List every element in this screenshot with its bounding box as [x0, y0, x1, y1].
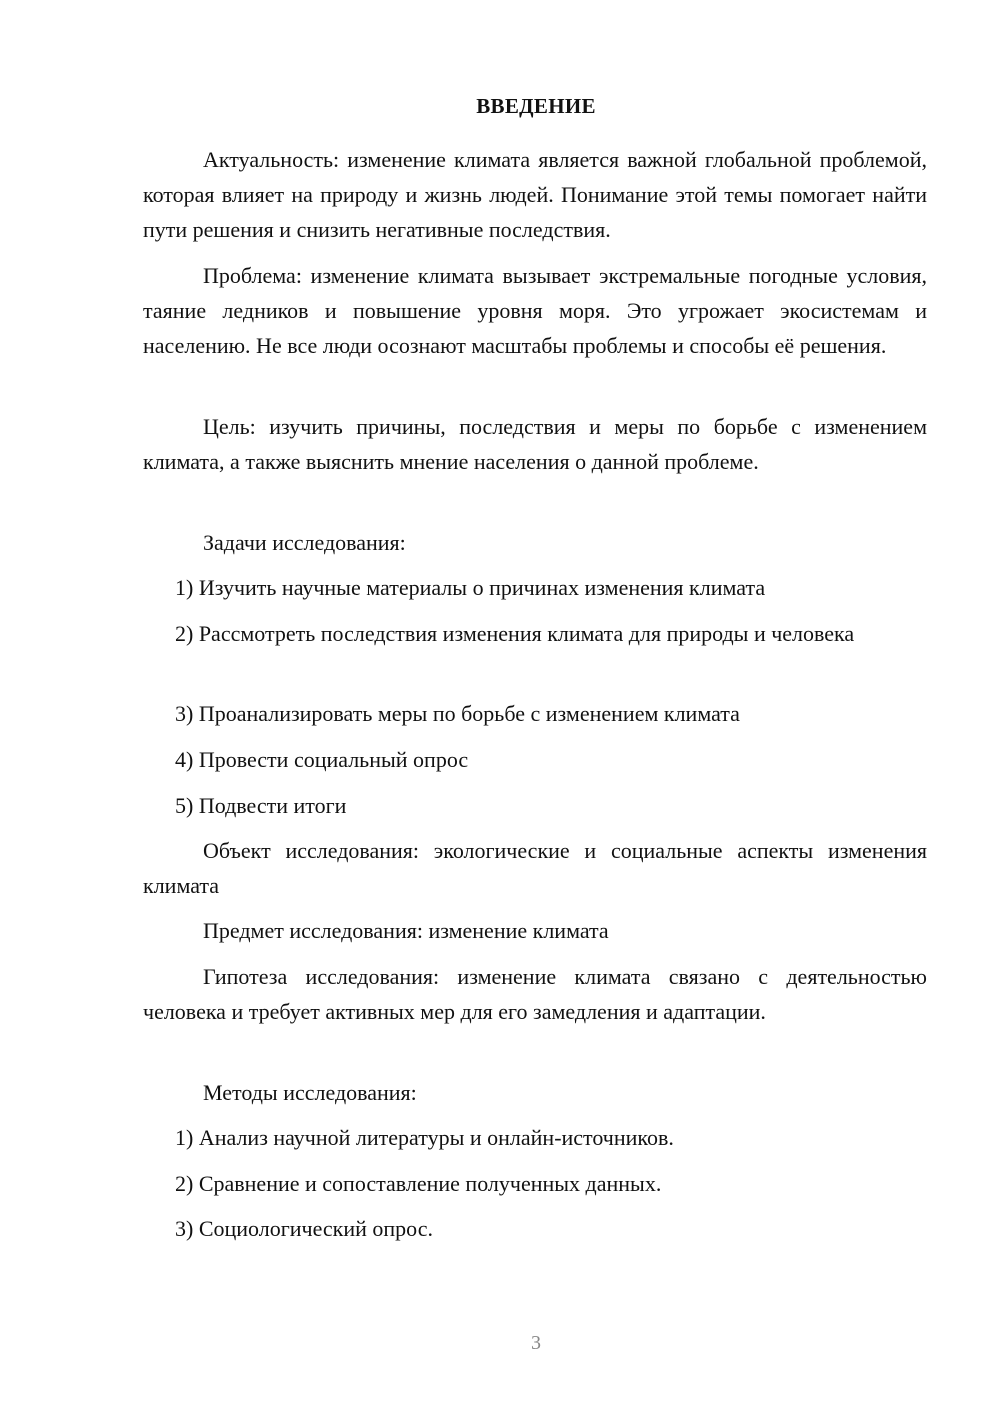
methods-heading: Методы исследования:	[203, 1080, 417, 1105]
relevance-paragraph: Актуальность: изменение климата является важной глобальной проблемой, которая влияет на природу и жизнь людей. Понимание этой темы помогает найти пути решения и снизить негативные последствия.	[143, 147, 927, 242]
hypothesis-paragraph: Гипотеза исследования: изменение климата связано с деятельностью человека и требует активных мер для его замедления и адаптации.	[143, 964, 927, 1024]
task-item: 3) Проанализировать меры по борьбе с изменением климата	[175, 701, 740, 726]
object-paragraph: Объект исследования: экологические и социальные аспекты изменения климата	[143, 838, 927, 898]
method-item: 1) Анализ научной литературы и онлайн-источников.	[175, 1125, 674, 1150]
method-item: 2) Сравнение и сопоставление полученных данных.	[175, 1171, 662, 1196]
problem-paragraph: Проблема: изменение климата вызывает экстремальные погодные условия, таяние ледников и повышение уровня моря. Это угрожает экосистемам и населению. Не все люди осознают масштабы проблемы и способы её решения.	[143, 263, 927, 358]
task-item: 4) Провести социальный опрос	[175, 747, 469, 772]
task-item: 1) Изучить научные материалы о причинах изменения климата	[175, 575, 766, 600]
task-item: 5) Подвести итоги	[175, 793, 347, 818]
subject-paragraph: Предмет исследования: изменение климата	[203, 918, 609, 943]
task-item: 2) Рассмотреть последствия изменения климата для природы и человека	[175, 621, 855, 646]
page-title: ВВЕДЕНИЕ	[476, 94, 596, 118]
goal-paragraph: Цель: изучить причины, последствия и меры по борьбе с изменением климата, а также выяснить мнение населения о данной проблеме.	[143, 414, 927, 474]
method-item: 3) Социологический опрос.	[175, 1216, 433, 1241]
page-number: 3	[531, 1332, 541, 1354]
tasks-heading: Задачи исследования:	[203, 530, 406, 555]
